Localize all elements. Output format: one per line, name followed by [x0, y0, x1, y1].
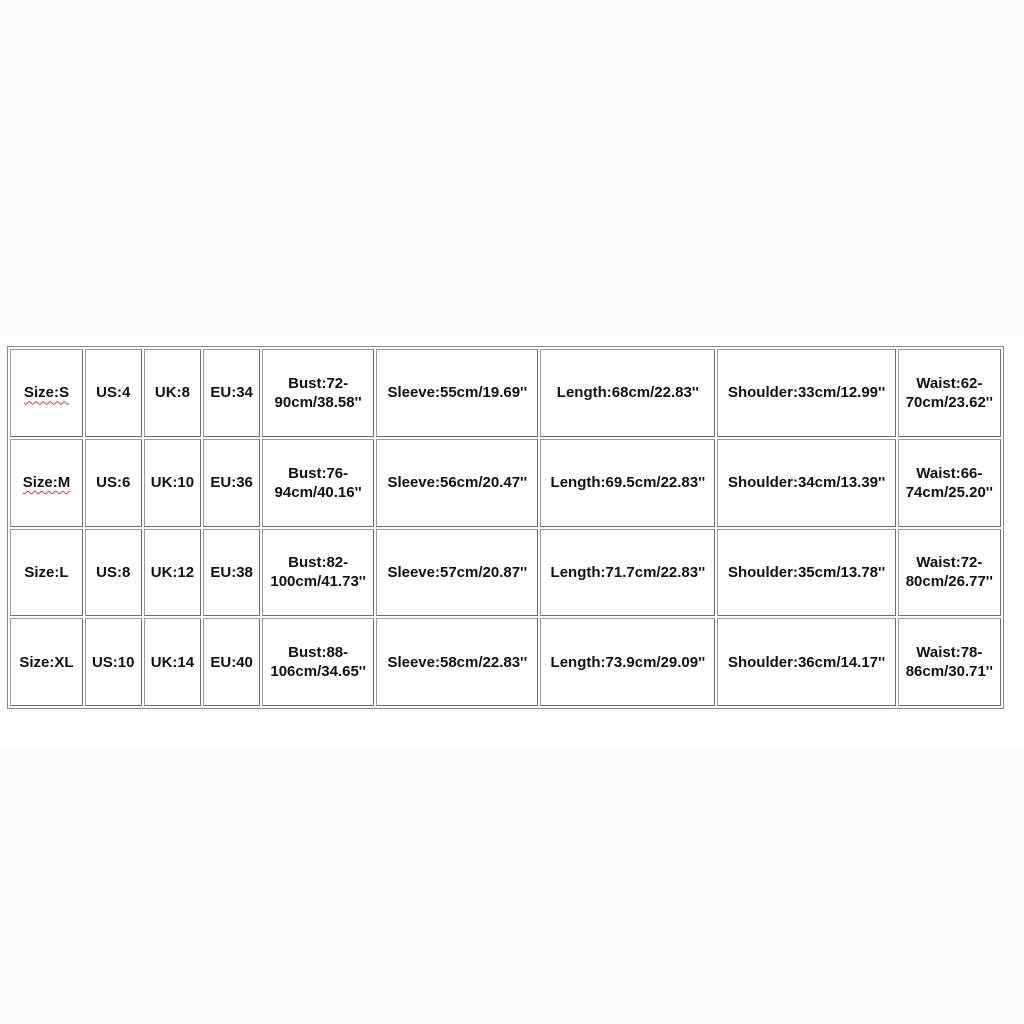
- size-cell: [10, 439, 83, 527]
- bust-cell: Bust:82-100cm/41.73'': [262, 529, 374, 617]
- length-cell: Length:71.7cm/22.83'': [540, 529, 715, 617]
- table-row: [10, 618, 1001, 706]
- bust-cell: Bust:72-90cm/38.58'': [262, 349, 374, 437]
- waist-cell: Waist:66-74cm/25.20'': [898, 439, 1001, 527]
- sleeve-cell: Sleeve:56cm/20.47'': [376, 439, 538, 527]
- uk-size-cell: UK:14: [144, 618, 202, 706]
- waist-cell: Waist:78-86cm/30.71'': [898, 618, 1001, 706]
- size-label: Size:S: [23, 384, 69, 402]
- us-size-cell: US:6: [85, 439, 142, 527]
- shoulder-cell: Shoulder:33cm/12.99'': [717, 349, 895, 437]
- size-label: Size:M: [22, 474, 71, 492]
- waist-cell: Waist:72-80cm/26.77'': [898, 529, 1001, 617]
- uk-size-cell: UK:10: [144, 439, 202, 527]
- size-label: Size:L: [24, 563, 69, 581]
- sleeve-cell: Sleeve:57cm/20.87'': [376, 529, 538, 617]
- sleeve-cell: Sleeve:55cm/19.69'': [376, 349, 538, 437]
- size-cell: [10, 349, 83, 437]
- length-cell: Length:69.5cm/22.83'': [540, 439, 715, 527]
- eu-size-cell: EU:36: [203, 439, 260, 527]
- table-row: [10, 349, 1001, 437]
- shoulder-cell: Shoulder:34cm/13.39'': [717, 439, 895, 527]
- length-cell: Length:68cm/22.83'': [540, 349, 715, 437]
- sleeve-cell: Sleeve:58cm/22.83'': [376, 618, 538, 706]
- size-label: Size:XL: [19, 653, 74, 671]
- size-chart-table: [7, 346, 1004, 709]
- shoulder-cell: Shoulder:35cm/13.78'': [717, 529, 895, 617]
- uk-size-cell: UK:8: [144, 349, 202, 437]
- us-size-cell: US:10: [85, 618, 142, 706]
- length-cell: Length:73.9cm/29.09'': [540, 618, 715, 706]
- size-cell: [10, 618, 83, 706]
- table-row: [10, 439, 1001, 527]
- us-size-cell: US:8: [85, 529, 142, 617]
- uk-size-cell: UK:12: [144, 529, 202, 617]
- eu-size-cell: EU:40: [203, 618, 260, 706]
- bust-cell: Bust:88-106cm/34.65'': [262, 618, 374, 706]
- eu-size-cell: EU:34: [203, 349, 260, 437]
- bust-cell: Bust:76-94cm/40.16'': [262, 439, 374, 527]
- table-row: [10, 529, 1001, 617]
- eu-size-cell: EU:38: [203, 529, 260, 617]
- shoulder-cell: Shoulder:36cm/14.17'': [717, 618, 895, 706]
- us-size-cell: US:4: [85, 349, 142, 437]
- waist-cell: Waist:62-70cm/23.62'': [898, 349, 1001, 437]
- size-cell: [10, 529, 83, 617]
